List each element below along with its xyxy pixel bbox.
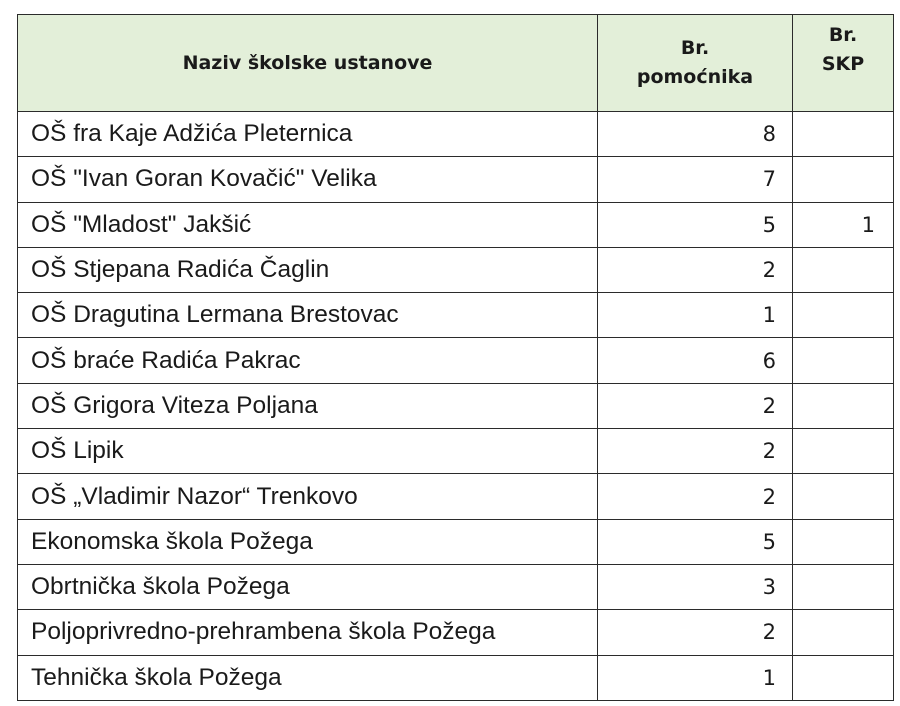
skp-cell — [793, 519, 894, 564]
school-name-cell: Tehnička škola Požega — [18, 655, 598, 700]
table-row — [18, 112, 894, 157]
school-name-cell: OŠ braće Radića Pakrac — [18, 338, 598, 383]
header-assistants-line1: Br. — [680, 37, 710, 59]
skp-cell — [793, 293, 894, 338]
assistants-cell: 2 — [598, 383, 793, 428]
table-row — [18, 429, 894, 474]
table-header — [18, 15, 894, 112]
school-name-cell: Poljoprivredno-prehrambena škola Požega — [18, 610, 598, 655]
school-name-cell: OŠ fra Kaje Adžića Pleternica — [18, 112, 598, 157]
table-row — [18, 564, 894, 609]
header-skp-line2: SKP — [821, 53, 865, 75]
table-row — [18, 383, 894, 428]
table-row — [18, 610, 894, 655]
school-name-cell: OŠ "Mladost" Jakšić — [18, 202, 598, 247]
table-body — [18, 112, 894, 701]
skp-cell — [793, 112, 894, 157]
schools-table — [17, 14, 894, 701]
school-name-cell: OŠ Stjepana Radića Čaglin — [18, 247, 598, 292]
skp-cell — [793, 247, 894, 292]
header-skp-line1: Br. — [828, 24, 858, 46]
school-name-cell: OŠ „Vladimir Nazor“ Trenkovo — [18, 474, 598, 519]
assistants-cell: 5 — [598, 519, 793, 564]
assistants-cell: 2 — [598, 247, 793, 292]
assistants-cell: 2 — [598, 610, 793, 655]
header-assistants-line2: pomoćnika — [636, 66, 754, 88]
assistants-cell: 6 — [598, 338, 793, 383]
skp-cell — [793, 564, 894, 609]
header-assistants-count — [598, 15, 793, 112]
skp-cell — [793, 338, 894, 383]
school-name-cell: OŠ Grigora Viteza Poljana — [18, 383, 598, 428]
table-row — [18, 202, 894, 247]
assistants-cell: 7 — [598, 157, 793, 202]
assistants-cell: 2 — [598, 474, 793, 519]
assistants-cell: 2 — [598, 429, 793, 474]
skp-cell — [793, 474, 894, 519]
skp-cell — [793, 383, 894, 428]
skp-cell — [793, 610, 894, 655]
table-row — [18, 293, 894, 338]
assistants-cell: 5 — [598, 202, 793, 247]
school-name-cell: OŠ Lipik — [18, 429, 598, 474]
skp-cell — [793, 157, 894, 202]
table-row — [18, 157, 894, 202]
assistants-cell: 1 — [598, 293, 793, 338]
header-row — [18, 15, 894, 112]
assistants-cell: 8 — [598, 112, 793, 157]
assistants-cell: 1 — [598, 655, 793, 700]
school-name-cell: Ekonomska škola Požega — [18, 519, 598, 564]
assistants-cell: 3 — [598, 564, 793, 609]
table-row — [18, 655, 894, 700]
table-row — [18, 338, 894, 383]
skp-cell — [793, 429, 894, 474]
skp-cell — [793, 655, 894, 700]
skp-cell: 1 — [793, 202, 894, 247]
table-row — [18, 474, 894, 519]
school-name-cell: OŠ "Ivan Goran Kovačić" Velika — [18, 157, 598, 202]
header-skp-count — [793, 15, 894, 112]
school-name-cell: Obrtnička škola Požega — [18, 564, 598, 609]
school-name-cell: OŠ Dragutina Lermana Brestovac — [18, 293, 598, 338]
header-school-name: Naziv školske ustanove — [18, 15, 598, 112]
table-row — [18, 519, 894, 564]
table-row — [18, 247, 894, 292]
